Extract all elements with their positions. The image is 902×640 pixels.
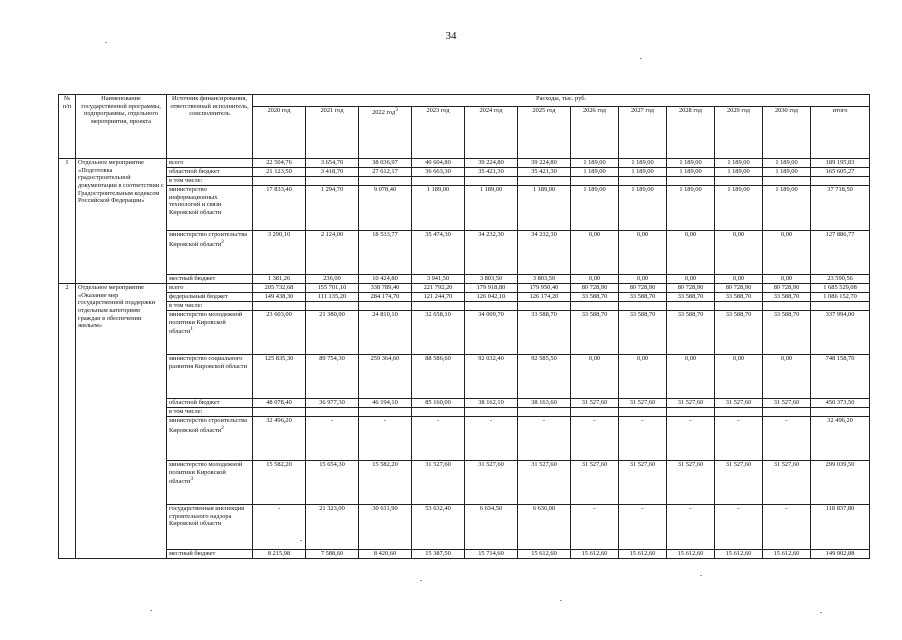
amount-cell: 0,00	[715, 355, 763, 399]
amount-cell	[715, 177, 763, 186]
amount-cell	[518, 302, 571, 311]
amount-cell: 38 163,60	[518, 399, 571, 408]
amount-cell: 1 381,26	[253, 275, 306, 284]
amount-cell: 1 189,00	[619, 186, 667, 231]
amount-cell: 2 124,00	[306, 231, 359, 275]
funding-source	[167, 302, 253, 311]
amount-cell: 32 496,20	[811, 417, 870, 461]
amount-cell: 32 658,10	[412, 311, 465, 355]
amount-cell: 1 189,00	[619, 159, 667, 168]
amount-cell: 31 527,60	[412, 461, 465, 505]
amount-cell: 179 950,40	[518, 284, 571, 293]
amount-cell	[306, 302, 359, 311]
amount-cell: 6 634,50	[465, 505, 518, 550]
amount-cell	[253, 302, 306, 311]
amount-cell: 0,00	[715, 275, 763, 284]
header-year	[763, 107, 811, 159]
amount-cell: 15 612,60	[715, 550, 763, 559]
funding-source-label: местный бюджет	[169, 550, 216, 557]
funding-source	[167, 550, 253, 559]
amount-cell: -	[359, 417, 412, 461]
amount-cell: 0,00	[763, 355, 811, 399]
amount-cell: 0,00	[619, 355, 667, 399]
amount-cell: 1 189,00	[763, 168, 811, 177]
amount-cell: 337 994,00	[811, 311, 870, 355]
table-row	[59, 311, 870, 355]
funding-source-label: министерство строительства Кировской области	[169, 231, 248, 248]
footnote-mark: 2	[221, 238, 224, 245]
funding-source	[167, 231, 253, 275]
funding-source	[167, 275, 253, 284]
table-row	[59, 505, 870, 550]
amount-cell: 34 232,30	[465, 231, 518, 275]
funding-source	[167, 293, 253, 302]
amount-cell	[715, 302, 763, 311]
amount-cell: 9 078,40	[359, 186, 412, 231]
funding-source	[167, 284, 253, 293]
amount-cell: 31 527,60	[619, 399, 667, 408]
table-row	[59, 417, 870, 461]
header-year-label: 2025 год	[532, 107, 556, 114]
budget-table	[58, 94, 870, 559]
funding-source-label: министерство молодежной политики Кировской области	[169, 461, 243, 486]
amount-cell: 6 636,00	[518, 505, 571, 550]
funding-source-label: областной бюджет	[169, 399, 220, 406]
funding-source	[167, 159, 253, 168]
amount-cell: 0,00	[571, 275, 619, 284]
amount-cell: 0,00	[667, 275, 715, 284]
amount-cell: 31 527,60	[763, 461, 811, 505]
amount-cell: 1 189,00	[465, 186, 518, 231]
amount-cell	[412, 302, 465, 311]
amount-cell: 3 803,50	[518, 275, 571, 284]
amount-cell: 31 527,60	[465, 461, 518, 505]
amount-cell	[667, 408, 715, 417]
amount-cell: 338 789,40	[359, 284, 412, 293]
table-row	[59, 159, 870, 168]
amount-cell: 0,00	[571, 355, 619, 399]
header-row-top	[59, 95, 870, 107]
amount-cell: 126 042,10	[465, 293, 518, 302]
funding-source-label: всего	[169, 284, 184, 291]
amount-cell: 31 527,60	[571, 399, 619, 408]
table-row	[59, 177, 870, 186]
funding-source-label: государственная инспекция строительного надзора Кировской области	[169, 505, 245, 528]
amount-cell: 33 588,70	[715, 293, 763, 302]
table-row	[59, 408, 870, 417]
funding-source-label: министерство информационных технологий и связи Кировской области	[169, 186, 222, 217]
amount-cell: 33 588,70	[763, 311, 811, 355]
amount-cell	[306, 177, 359, 186]
amount-cell: 1 189,00	[715, 159, 763, 168]
amount-cell: 1 189,00	[571, 168, 619, 177]
funding-source-label: федеральный бюджет	[169, 293, 228, 300]
amount-cell: 111 135,20	[306, 293, 359, 302]
header-year	[619, 107, 667, 159]
measure-name: Отдельное мероприятие «Оказание мер государственной поддержки отдельным категориям граждан в обеспечении жильем»	[76, 284, 167, 559]
amount-cell: -	[715, 505, 763, 550]
amount-cell	[667, 177, 715, 186]
header-year-label: итого	[832, 107, 848, 114]
amount-cell: 0,00	[571, 231, 619, 275]
amount-cell: -	[763, 505, 811, 550]
amount-cell: 18 533,77	[359, 231, 412, 275]
amount-cell: 33 588,70	[518, 311, 571, 355]
funding-source-label: в том числе:	[169, 177, 203, 184]
amount-cell: 22 504,76	[253, 159, 306, 168]
amount-cell: -	[619, 505, 667, 550]
amount-cell	[359, 177, 412, 186]
amount-cell	[811, 177, 870, 186]
amount-cell: 15 612,60	[763, 550, 811, 559]
header-year	[811, 107, 870, 159]
footnote-mark: 3	[190, 476, 194, 483]
amount-cell: 1 189,00	[667, 186, 715, 231]
funding-source	[167, 417, 253, 461]
amount-cell: -	[571, 505, 619, 550]
amount-cell: 1 685 529,08	[811, 284, 870, 293]
amount-cell: 23 603,00	[253, 311, 306, 355]
amount-cell: 0,00	[619, 275, 667, 284]
amount-cell: -	[306, 417, 359, 461]
amount-cell: 0,00	[667, 231, 715, 275]
amount-cell	[619, 302, 667, 311]
amount-cell: 126 174,20	[518, 293, 571, 302]
amount-cell: -	[667, 417, 715, 461]
header-year-label: 2027 год	[630, 107, 655, 114]
funding-source-label: местный бюджет	[169, 275, 216, 282]
amount-cell: 80 728,90	[763, 284, 811, 293]
amount-cell: 15 582,20	[253, 461, 306, 505]
amount-cell: 17 833,40	[253, 186, 306, 231]
amount-cell: 1 189,00	[763, 186, 811, 231]
funding-source	[167, 168, 253, 177]
amount-cell: 37 718,50	[811, 186, 870, 231]
header-year	[571, 107, 619, 159]
amount-cell: 31 527,60	[619, 461, 667, 505]
funding-source	[167, 355, 253, 399]
amount-cell	[518, 177, 571, 186]
amount-cell	[412, 408, 465, 417]
funding-source	[167, 505, 253, 550]
header-year	[715, 107, 763, 159]
amount-cell: 0,00	[715, 231, 763, 275]
amount-cell: 30 611,90	[359, 505, 412, 550]
amount-cell: 8 215,98	[253, 550, 306, 559]
amount-cell	[465, 302, 518, 311]
funding-source	[167, 408, 253, 417]
amount-cell	[715, 408, 763, 417]
amount-cell: 15 612,60	[518, 550, 571, 559]
amount-cell: 80 728,90	[571, 284, 619, 293]
amount-cell: 118 837,80	[811, 505, 870, 550]
header-year-label: 2023 год	[426, 107, 450, 114]
table-row	[59, 231, 870, 275]
amount-cell: 46 194,10	[359, 399, 412, 408]
amount-cell	[465, 408, 518, 417]
amount-cell: -	[715, 417, 763, 461]
amount-cell	[518, 408, 571, 417]
funding-source-label: министерство социального развития Кировской области	[169, 355, 247, 370]
amount-cell	[306, 408, 359, 417]
amount-cell	[811, 408, 870, 417]
amount-cell: 15 582,20	[359, 461, 412, 505]
amount-cell: -	[253, 505, 306, 550]
amount-cell: 39 224,80	[465, 159, 518, 168]
funding-source-label: в том числе:	[169, 302, 203, 309]
header-year	[412, 107, 465, 159]
header-source: Источник финансирования, ответственный исполнитель, соисполнитель	[167, 95, 253, 159]
table-body	[59, 159, 870, 559]
amount-cell: 38 036,97	[359, 159, 412, 168]
amount-cell: 0,00	[619, 231, 667, 275]
amount-cell	[571, 408, 619, 417]
amount-cell: 259 364,60	[359, 355, 412, 399]
header-year-label: 2021 год	[320, 107, 344, 114]
amount-cell: -	[667, 505, 715, 550]
amount-cell: 36 663,30	[412, 168, 465, 177]
amount-cell	[571, 302, 619, 311]
amount-cell: 23 590,56	[811, 275, 870, 284]
amount-cell: 155 701,10	[306, 284, 359, 293]
amount-cell: -	[465, 417, 518, 461]
amount-cell: 80 728,90	[619, 284, 667, 293]
amount-cell: 21 380,90	[306, 311, 359, 355]
amount-cell: 3 941,50	[412, 275, 465, 284]
amount-cell: 236,00	[306, 275, 359, 284]
amount-cell: 31 527,60	[667, 461, 715, 505]
funding-source	[167, 461, 253, 505]
amount-cell: 34 232,30	[518, 231, 571, 275]
amount-cell: 31 527,60	[763, 399, 811, 408]
row-number: 2	[59, 284, 76, 559]
amount-cell: 31 527,60	[571, 461, 619, 505]
header-name: Наименование государственной программы, подпрограммы, отдельного мероприятия, проекта	[76, 95, 167, 159]
table-row	[59, 355, 870, 399]
header-expenses: Расходы, тыс. руб.	[253, 95, 870, 107]
amount-cell: 33 588,70	[667, 293, 715, 302]
footnote-mark: 3	[395, 107, 398, 113]
amount-cell: 149 438,30	[253, 293, 306, 302]
amount-cell: 1 294,70	[306, 186, 359, 231]
amount-cell: 221 792,20	[412, 284, 465, 293]
amount-cell	[359, 302, 412, 311]
amount-cell	[667, 302, 715, 311]
amount-cell: 179 918,80	[465, 284, 518, 293]
header-year-label: 2024 год	[479, 107, 503, 114]
amount-cell: 15 612,60	[619, 550, 667, 559]
amount-cell: 1 189,00	[667, 168, 715, 177]
amount-cell: 15 387,50	[412, 550, 465, 559]
amount-cell: 7 588,60	[306, 550, 359, 559]
amount-cell: 10 424,80	[359, 275, 412, 284]
header-year	[667, 107, 715, 159]
funding-source-label: всего	[169, 159, 184, 166]
amount-cell: 1 189,00	[715, 186, 763, 231]
amount-cell	[253, 177, 306, 186]
amount-cell: 15 612,60	[667, 550, 715, 559]
amount-cell: 48 078,40	[253, 399, 306, 408]
amount-cell	[763, 302, 811, 311]
amount-cell: 35 421,30	[465, 168, 518, 177]
amount-cell	[763, 408, 811, 417]
amount-cell: 299 039,50	[811, 461, 870, 505]
table-row	[59, 168, 870, 177]
amount-cell: 121 244,70	[412, 293, 465, 302]
amount-cell: 33 588,70	[619, 311, 667, 355]
amount-cell: 92 585,50	[518, 355, 571, 399]
header-year-label: 2029 год	[726, 107, 751, 114]
amount-cell: 33 588,70	[715, 311, 763, 355]
amount-cell: 3 418,70	[306, 168, 359, 177]
table-row	[59, 186, 870, 231]
header-year-label: 2026 год	[582, 107, 607, 114]
table-row	[59, 399, 870, 408]
amount-cell: 165 605,27	[811, 168, 870, 177]
amount-cell: 32 496,20	[253, 417, 306, 461]
amount-cell: 21 123,50	[253, 168, 306, 177]
amount-cell: 149 002,88	[811, 550, 870, 559]
row-number: 1	[59, 159, 76, 284]
amount-cell: 15 654,30	[306, 461, 359, 505]
header-year-label: 2022 год	[372, 109, 396, 117]
amount-cell: 31 527,60	[715, 461, 763, 505]
amount-cell: 189 195,83	[811, 159, 870, 168]
amount-cell: -	[518, 417, 571, 461]
amount-cell: -	[412, 417, 465, 461]
amount-cell: 1 189,00	[518, 186, 571, 231]
measure-name: Отдельное мероприятие «Подготовка градостроительной документации в соответствии с Градостроительным кодексом Российской Федерации»	[76, 159, 167, 284]
amount-cell: 80 728,90	[667, 284, 715, 293]
page-number: 34	[445, 30, 457, 42]
amount-cell: 450 373,50	[811, 399, 870, 408]
amount-cell: 1 189,00	[619, 168, 667, 177]
amount-cell: 0,00	[763, 231, 811, 275]
amount-cell: 85 160,00	[412, 399, 465, 408]
amount-cell: 34 009,70	[465, 311, 518, 355]
amount-cell: 1 189,00	[412, 186, 465, 231]
amount-cell: 40 604,80	[412, 159, 465, 168]
amount-cell: 24 810,10	[359, 311, 412, 355]
amount-cell	[465, 177, 518, 186]
amount-cell: 1 189,00	[667, 159, 715, 168]
footnote-mark: 2	[221, 424, 224, 431]
funding-source-label: министерство молодежной политики Кировской области	[169, 311, 243, 336]
header-year	[465, 107, 518, 159]
amount-cell: 88 586,60	[412, 355, 465, 399]
amount-cell: 8 420,60	[359, 550, 412, 559]
amount-cell: 1 189,00	[571, 186, 619, 231]
amount-cell	[811, 302, 870, 311]
amount-cell	[763, 177, 811, 186]
amount-cell: 205 732,68	[253, 284, 306, 293]
amount-cell: 89 754,30	[306, 355, 359, 399]
amount-cell: 33 588,70	[667, 311, 715, 355]
amount-cell: 92 032,40	[465, 355, 518, 399]
amount-cell	[253, 408, 306, 417]
table-row	[59, 293, 870, 302]
amount-cell: 127 886,77	[811, 231, 870, 275]
funding-source	[167, 177, 253, 186]
amount-cell: 53 632,40	[412, 505, 465, 550]
amount-cell: 748 158,70	[811, 355, 870, 399]
amount-cell: 15 714,60	[465, 550, 518, 559]
funding-source-label: министерство строительства Кировской области	[169, 417, 248, 434]
amount-cell: 80 728,90	[715, 284, 763, 293]
header-year-label: 2020 год	[267, 107, 291, 114]
amount-cell: 1 189,00	[763, 159, 811, 168]
funding-source-label: в том числе:	[169, 408, 203, 415]
amount-cell: 1 086 152,70	[811, 293, 870, 302]
amount-cell: 1 189,00	[571, 159, 619, 168]
amount-cell: 3 654,70	[306, 159, 359, 168]
amount-cell: 31 527,60	[715, 399, 763, 408]
footnote-mark: 1	[190, 326, 194, 333]
amount-cell: 33 588,70	[619, 293, 667, 302]
amount-cell: 1 189,00	[715, 168, 763, 177]
amount-cell: 35 421,30	[518, 168, 571, 177]
amount-cell	[412, 177, 465, 186]
header-year-label: 2030 год	[774, 107, 799, 114]
amount-cell: 0,00	[667, 355, 715, 399]
table-row	[59, 284, 870, 293]
table-row	[59, 550, 870, 559]
header-year	[253, 107, 306, 159]
amount-cell: 33 588,70	[571, 293, 619, 302]
amount-cell: 35 474,30	[412, 231, 465, 275]
amount-cell: 33 588,70	[571, 311, 619, 355]
amount-cell: 31 527,60	[518, 461, 571, 505]
amount-cell: -	[571, 417, 619, 461]
funding-source	[167, 399, 253, 408]
amount-cell	[359, 408, 412, 417]
table-row	[59, 275, 870, 284]
header-year	[518, 107, 571, 159]
amount-cell: 125 835,30	[253, 355, 306, 399]
amount-cell: -	[619, 417, 667, 461]
amount-cell: 38 162,10	[465, 399, 518, 408]
amount-cell	[619, 177, 667, 186]
amount-cell	[571, 177, 619, 186]
amount-cell: 21 323,00	[306, 505, 359, 550]
amount-cell: 284 174,70	[359, 293, 412, 302]
funding-source	[167, 311, 253, 355]
table-row	[59, 461, 870, 505]
amount-cell: 3 803,50	[465, 275, 518, 284]
amount-cell: 27 612,17	[359, 168, 412, 177]
funding-source	[167, 186, 253, 231]
header-year	[359, 107, 412, 159]
amount-cell: 33 588,70	[763, 293, 811, 302]
header-year	[306, 107, 359, 159]
funding-source-label: областной бюджет	[169, 168, 220, 175]
amount-cell: 39 224,80	[518, 159, 571, 168]
amount-cell: 15 612,60	[571, 550, 619, 559]
amount-cell: 3 290,10	[253, 231, 306, 275]
amount-cell: 0,00	[763, 275, 811, 284]
amount-cell: 36 977,30	[306, 399, 359, 408]
amount-cell	[619, 408, 667, 417]
header-year-label: 2028 год	[678, 107, 703, 114]
amount-cell: 31 527,60	[667, 399, 715, 408]
table-row	[59, 302, 870, 311]
header-no: № п/п	[59, 95, 76, 159]
amount-cell: -	[763, 417, 811, 461]
